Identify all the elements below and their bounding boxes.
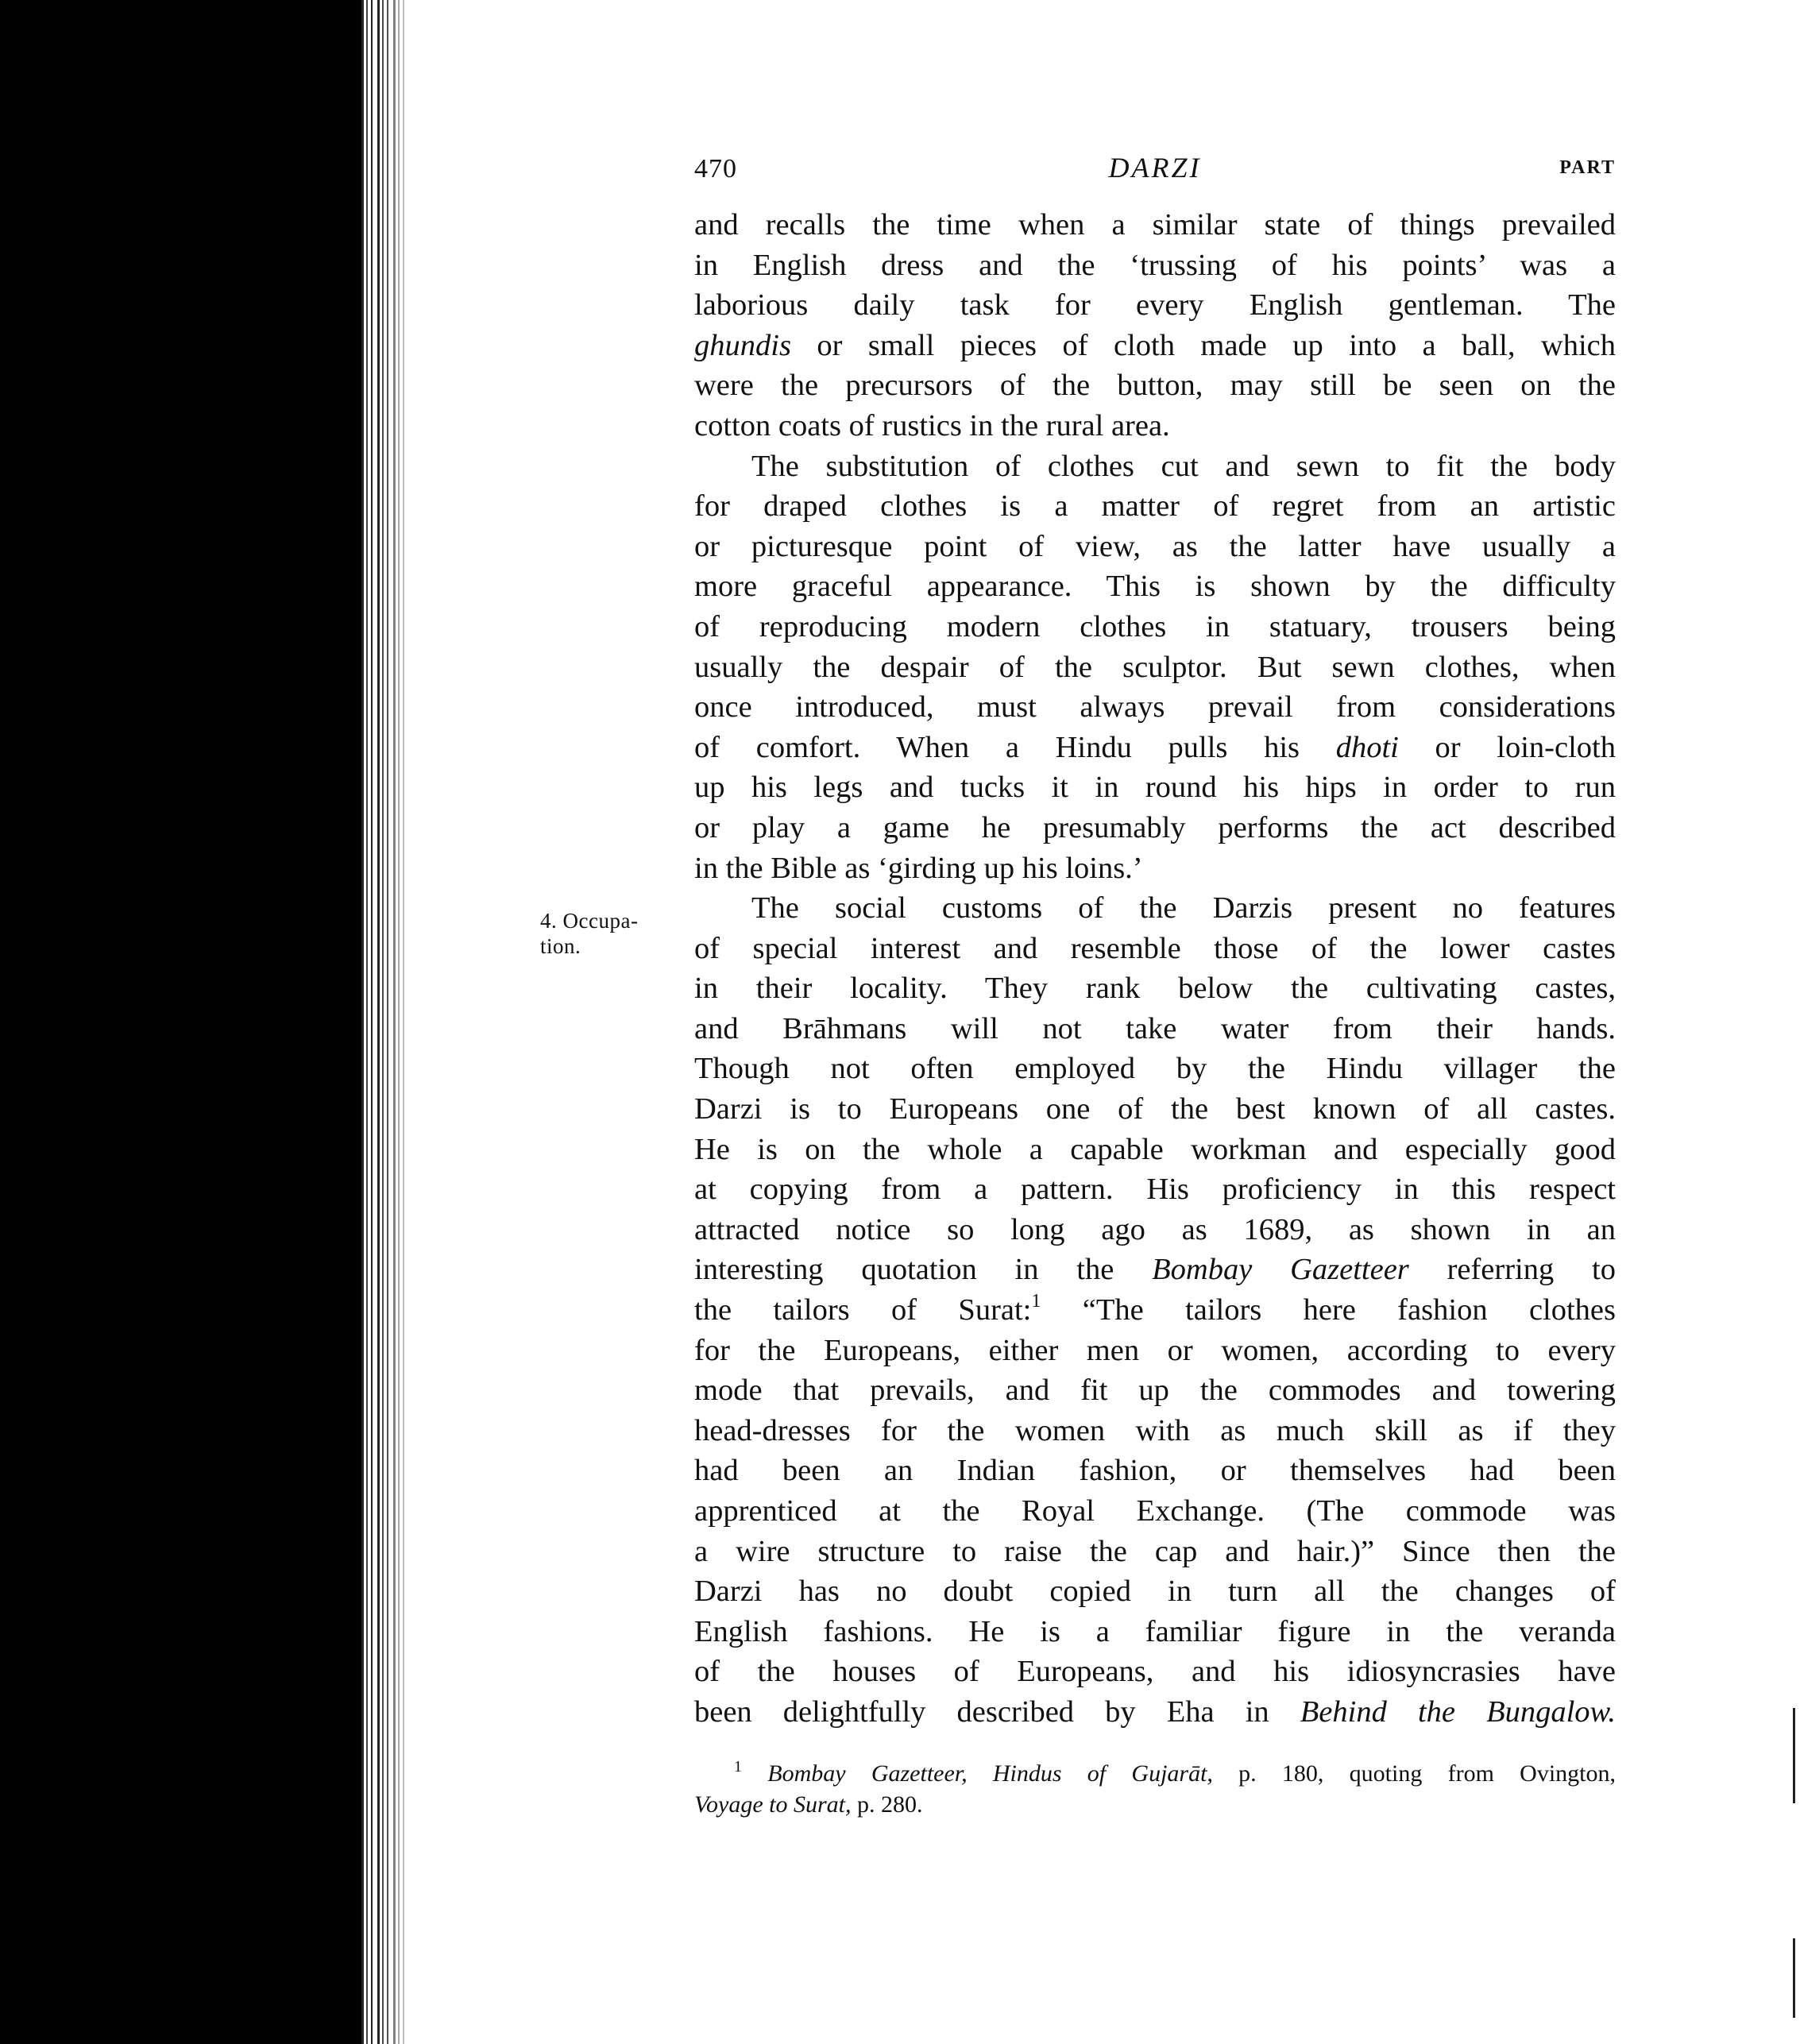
text-line: of special interest and resemble those of the lower castes — [694, 931, 1616, 965]
text-line: English fashions. He is a familiar figure in the veranda — [694, 1614, 1616, 1648]
book-spine-shadow — [0, 0, 361, 2044]
page-number: 470 — [694, 154, 737, 184]
text-run: p. 180, quoting from Ovington, — [1212, 1760, 1617, 1787]
text-line: a wire structure to raise the cap and hair.)” Since then the — [694, 1534, 1616, 1568]
text-run: or loin-cloth — [1398, 730, 1616, 764]
text-run: been delightfully described by Eha in — [694, 1694, 1300, 1729]
text-line: cotton coats of rustics in the rural area. — [694, 408, 1170, 442]
italic-title: Behind the Bungalow. — [1300, 1694, 1616, 1729]
text-run: referring to — [1408, 1253, 1616, 1287]
body-text — [694, 205, 1616, 1733]
paragraph — [694, 446, 1616, 889]
footnote-line — [694, 1789, 1616, 1820]
text-line: of the houses of Europeans, and his idiosyncrasies have — [694, 1655, 1616, 1689]
text-line: mode that prevails, and fit up the commodes and towering — [694, 1374, 1616, 1408]
text-run: interesting quotation in the — [694, 1253, 1153, 1287]
text-line: He is on the whole a capable workman and especially good — [694, 1132, 1616, 1166]
text-run: the tailors of Surat: — [694, 1293, 1032, 1327]
text-line — [694, 728, 1616, 768]
text-line: apprenticed at the Royal Exchange. (The commode was — [694, 1494, 1616, 1528]
footnote — [694, 1758, 1616, 1820]
page-edge-mark — [1793, 1708, 1795, 1803]
margin-note-line: 4. Occupa- — [540, 909, 639, 933]
gutter-fade — [381, 0, 413, 2044]
margin-note-line: tion. — [540, 934, 581, 958]
italic-title: Bombay Gazetteer — [1152, 1253, 1409, 1287]
text-line: for the Europeans, either men or women, according to every — [694, 1333, 1616, 1367]
text-line: more graceful appearance. This is shown by the difficulty — [694, 570, 1616, 604]
text-line: and Brāhmans will not take water from their hands. — [694, 1011, 1616, 1045]
margin-note — [540, 908, 638, 959]
text-line: usually the despair of the sculptor. But sewn clothes, when — [694, 650, 1616, 684]
text-line: of reproducing modern clothes in statuary, trousers being — [694, 609, 1616, 643]
text-line: had been an Indian fashion, or themselves had been — [694, 1454, 1616, 1488]
text-line: were the precursors of the button, may still be seen on the — [694, 369, 1616, 403]
text-run: or small pieces of cloth made up into a ball, which — [790, 328, 1616, 362]
text-line: Darzi has no doubt copied in turn all the changes of — [694, 1575, 1616, 1609]
italic-term: dhoti — [1335, 730, 1399, 764]
footnote-reference[interactable]: 1 — [1031, 1291, 1041, 1312]
italic-term: ghundis — [694, 328, 791, 362]
running-head — [694, 151, 1616, 191]
text-line: attracted notice so long ago as 1689, as shown in an — [694, 1212, 1616, 1246]
page-edge-mark — [1793, 1938, 1795, 2018]
text-line: or play a game he presumably performs the act described — [694, 810, 1616, 844]
text-run: of comfort. When a Hindu pulls his — [694, 730, 1336, 764]
text-line: The substitution of clothes cut and sewn to fit the body — [751, 449, 1616, 483]
text-line: for draped clothes is a matter of regret from an artistic — [694, 489, 1616, 524]
text-line — [694, 1692, 1616, 1733]
footnote-marker: 1 — [734, 1758, 742, 1775]
text-line: up his legs and tucks it in round his hips in order to run — [694, 771, 1616, 805]
text-line — [694, 326, 1616, 366]
text-line: Darzi is to Europeans one of the best known of all castes. — [694, 1092, 1616, 1126]
paragraph — [694, 205, 1616, 446]
footnote-source-title: Voyage to Surat, — [694, 1791, 852, 1818]
text-line: Though not often employed by the Hindu villager the — [694, 1052, 1616, 1086]
text-line — [694, 1250, 1616, 1290]
text-line: and recalls the time when a similar state of things prevailed — [694, 208, 1616, 241]
text-line: laborious daily task for every English gentleman. The — [694, 288, 1616, 323]
text-line: head-dresses for the women with as much skill as if they — [694, 1413, 1616, 1447]
part-label: PART — [1559, 157, 1616, 178]
chapter-title: DARZI — [1108, 152, 1202, 184]
text-line: or picturesque point of view, as the latter have usually a — [694, 529, 1616, 563]
text-line: in English dress and the ‘trussing of his points’ was a — [694, 248, 1616, 282]
text-line: The social customs of the Darzis present no features — [751, 891, 1616, 925]
text-line: at copying from a pattern. His proficiency in this respect — [694, 1173, 1616, 1207]
text-line: in the Bible as ‘girding up his loins.’ — [694, 851, 1143, 885]
footnote-line — [694, 1758, 1616, 1789]
text-line: in their locality. They rank below the cultivating castes, — [694, 972, 1616, 1006]
footnote-source-title: Bombay Gazetteer, Hindus of Gujarāt, — [767, 1760, 1213, 1787]
text-line: once introduced, must always prevail from considerations — [694, 690, 1616, 724]
paragraph — [694, 888, 1616, 1732]
text-run: “The tailors here fashion clothes — [1041, 1293, 1616, 1327]
text-line — [694, 1290, 1616, 1331]
text-run: p. 280. — [851, 1791, 923, 1818]
